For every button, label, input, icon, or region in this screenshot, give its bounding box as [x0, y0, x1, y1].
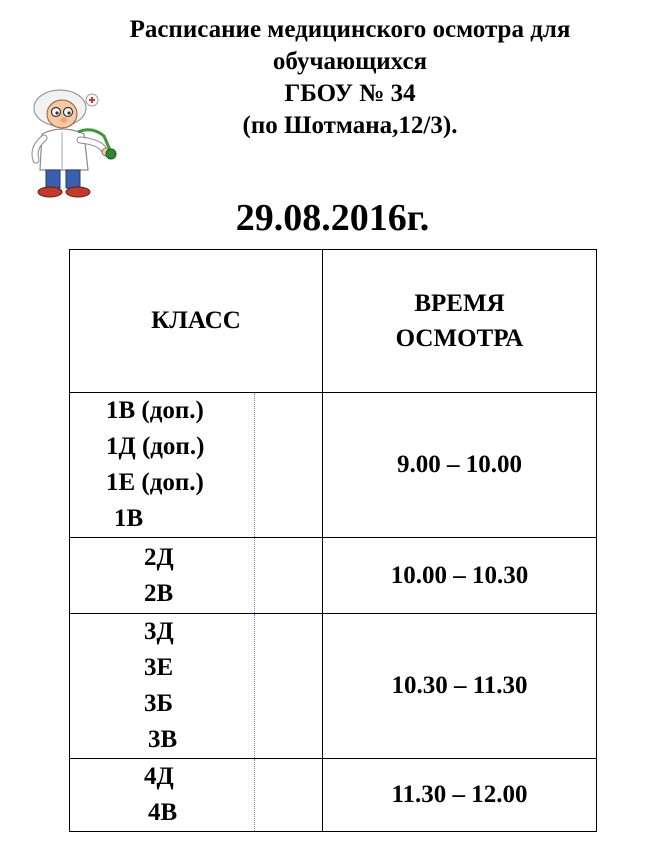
class-item: 3Б [144, 690, 174, 717]
class-item: 1Е (доп.) [106, 469, 204, 496]
title-line-2: обучающихся [272, 48, 428, 75]
class-item: 1В (доп.) [106, 397, 204, 424]
table-row [70, 538, 597, 614]
class-item: 4Д [144, 763, 174, 790]
class-item: 3Д [144, 618, 174, 645]
page-title [60, 14, 640, 142]
class-item: 3В [148, 726, 178, 753]
class-cell [70, 538, 323, 614]
class-cell [70, 759, 323, 832]
column-header-time: ВРЕМЯ ОСМОТРА [323, 250, 597, 393]
title-line-1: Расписание медицинского осмотра для [129, 16, 571, 43]
class-list [70, 759, 322, 831]
schedule-table [69, 249, 597, 832]
class-list [70, 540, 322, 612]
time-cell: 10.30 – 11.30 [323, 614, 597, 759]
title-line-3: ГБОУ № 34 [284, 80, 416, 107]
class-item: 1Д (доп.) [106, 433, 205, 460]
class-list [70, 614, 322, 758]
title-line-4: (по Шотмана,12/3). [242, 112, 458, 139]
column-header-class: КЛАСС [70, 250, 323, 393]
table-header-row [70, 250, 597, 393]
schedule-date: 29.08.2016г. [235, 197, 430, 239]
class-list [70, 393, 322, 537]
time-cell: 9.00 – 10.00 [323, 393, 597, 538]
table-row [70, 614, 597, 759]
class-item: 4В [148, 799, 178, 826]
time-cell: 11.30 – 12.00 [323, 759, 597, 832]
class-item: 1В [114, 505, 144, 532]
class-item: 2В [144, 579, 174, 607]
table-row [70, 393, 597, 538]
class-cell [70, 614, 323, 759]
class-cell [70, 393, 323, 538]
table-row [70, 759, 597, 832]
class-item: 3Е [144, 654, 174, 681]
time-cell: 10.00 – 10.30 [323, 538, 597, 614]
class-item: 2Д [144, 543, 174, 571]
